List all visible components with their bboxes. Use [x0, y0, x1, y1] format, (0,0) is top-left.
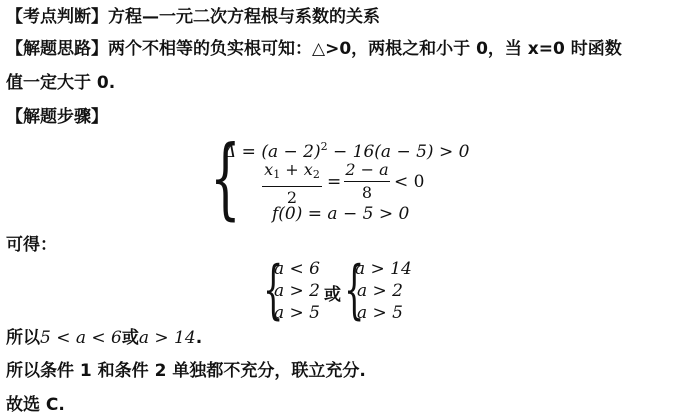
case-a-row-1: a < 6 — [274, 259, 321, 279]
case-b-row-1: a > 14 — [355, 259, 412, 279]
heading-steps: 【解题步骤】 — [6, 107, 108, 127]
heading-topic: 【考点判断】方程—一元二次方程根与系数的关系 — [6, 7, 380, 27]
discriminant-row: $\Delta = (a - 2)^2 - 16(a - 5) > 0$ — [224, 140, 470, 162]
case-a-row-2: a > 2 — [274, 281, 321, 301]
conclusion-range: 所以5 < a < 6或a > 14. — [6, 328, 203, 348]
or-word: 或 — [324, 285, 341, 305]
vieta-fraction: 2 − a 8 — [345, 160, 389, 202]
left-brace-a: { — [263, 253, 284, 327]
left-brace: { — [210, 126, 241, 229]
less-than-zero: < 0 — [394, 172, 425, 192]
final-answer: 故选 C. — [6, 395, 65, 415]
conclusion-sufficiency: 所以条件 1 和条件 2 单独都不充分，联立充分. — [6, 361, 366, 381]
function-value-row: f(0) = a − 5 > 0 — [272, 204, 410, 224]
solution-idea-line: 【解题思路】两个不相等的负实根可知：△>0，两根之和小于 0，当 x=0 时函数 — [6, 39, 622, 59]
left-brace-b: { — [344, 253, 365, 327]
sum-fraction: $x_1 + x_2$ 2 — [262, 161, 322, 207]
case-b-row-3: a > 5 — [357, 303, 404, 323]
case-a-row-3: a > 5 — [274, 303, 321, 323]
case-b-row-2: a > 2 — [357, 281, 404, 301]
equals-sign: = — [327, 172, 342, 192]
solution-idea-continuation: 值一定大于 0. — [6, 73, 116, 93]
result-label: 可得： — [6, 235, 57, 255]
